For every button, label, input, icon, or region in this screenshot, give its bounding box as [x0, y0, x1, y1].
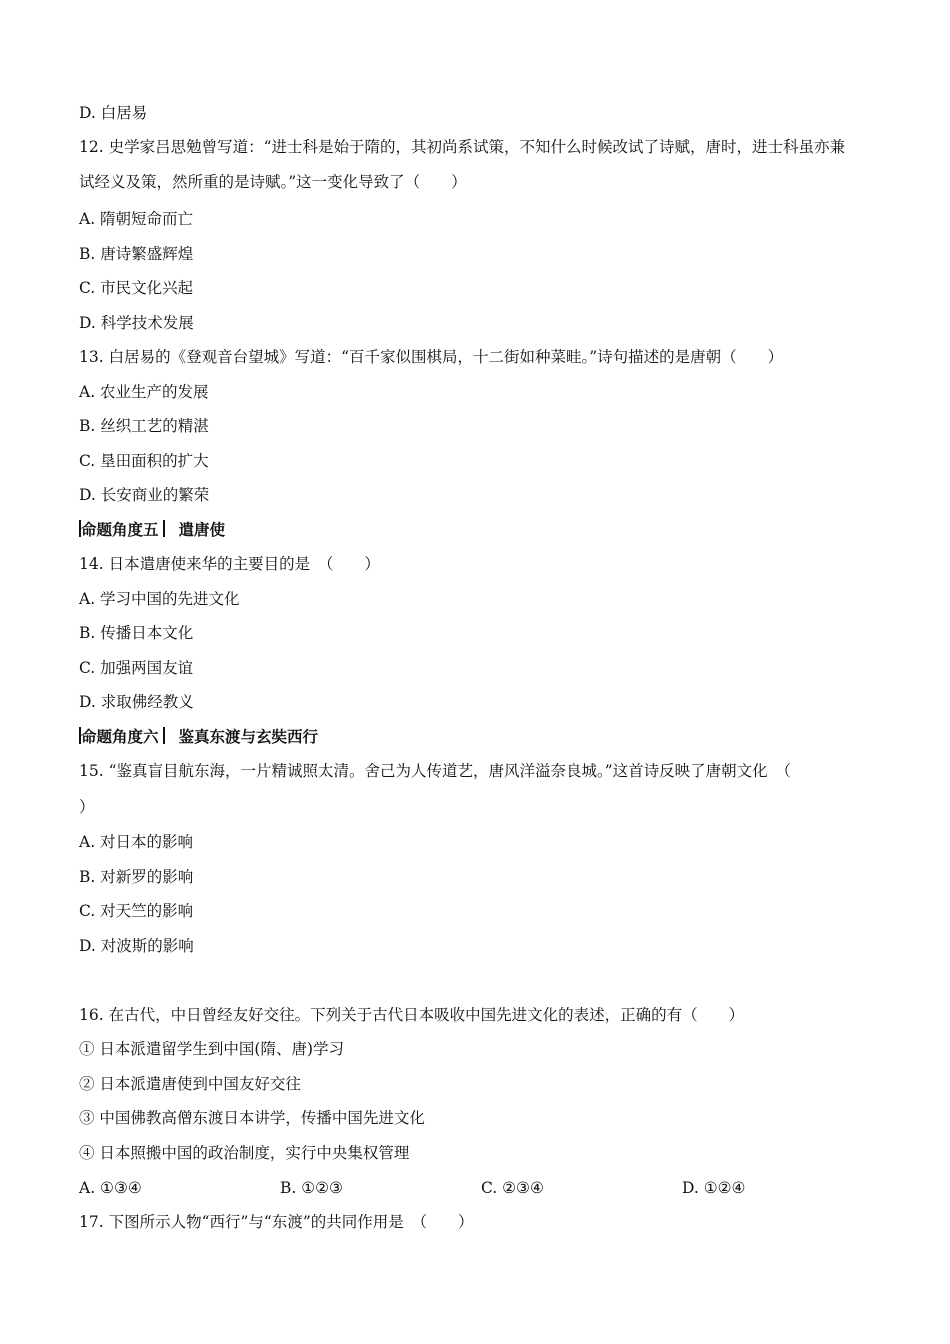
q17-stem: 17. 下图所示人物“西行”与“东渡”的共同作用是 （ ） — [79, 1213, 474, 1231]
q15-option-c: C. 对天竺的影响 — [79, 902, 194, 920]
q16-option-b: B. ①②③ — [280, 1179, 343, 1197]
q13-stem: 13. 白居易的《登观音台望城》写道：“百千家似围棋局，十二街如种菜畦。”诗句描述的是唐朝（ ） — [79, 348, 784, 366]
q15-option-d: D. 对波斯的影响 — [79, 937, 194, 955]
q16-option-c: C. ②③④ — [481, 1179, 544, 1197]
q14-option-d: D. 求取佛经教义 — [79, 693, 194, 711]
q15-stem-line2: ） — [79, 798, 95, 816]
section-title: 鉴真东渡与玄奘西行 — [178, 728, 319, 746]
q12-option-a: A. 隋朝短命而亡 — [79, 210, 194, 228]
q12-stem-line2: 试经义及策，然所重的是诗赋。”这一变化导致了（ ） — [79, 173, 467, 191]
q16-item-1: ① 日本派遣留学生到中国(隋、唐)学习 — [79, 1040, 345, 1058]
q14-option-c: C. 加强两国友谊 — [79, 659, 194, 677]
q13-option-d: D. 长安商业的繁荣 — [79, 486, 210, 504]
q16-option-d: D. ①②④ — [682, 1179, 746, 1197]
q13-option-c: C. 垦田面积的扩大 — [79, 452, 209, 470]
q12-option-b: B. 唐诗繁盛辉煌 — [79, 245, 194, 263]
q15-stem-line1: 15. “鉴真盲目航东海，一片精诚照太清。舍己为人传道艺，唐风洋溢奈良城。”这首诗反映了唐朝文化 （ — [79, 762, 791, 780]
q15-option-a: A. 对日本的影响 — [79, 833, 194, 851]
q16-item-2: ② 日本派遣唐使到中国友好交往 — [79, 1075, 301, 1093]
q16-item-3: ③ 中国佛教高僧东渡日本讲学，传播中国先进文化 — [79, 1109, 425, 1127]
section-heading-5 — [79, 519, 879, 541]
q14-stem: 14. 日本遣唐使来华的主要目的是 （ ） — [79, 555, 380, 573]
q14-option-a: A. 学习中国的先进文化 — [79, 590, 240, 608]
q16-options — [79, 1177, 879, 1199]
section-label: 命题角度六 — [81, 728, 159, 746]
section-title: 遣唐使 — [178, 521, 226, 539]
q12-option-c: C. 市民文化兴起 — [79, 279, 194, 297]
q11-option-d: D. 白居易 — [79, 104, 148, 122]
section-label: 命题角度五 — [81, 521, 159, 539]
q16-item-4: ④ 日本照搬中国的政治制度，实行中央集权管理 — [79, 1144, 410, 1162]
q12-stem-line1: 12. 史学家吕思勉曾写道：“进士科是始于隋的，其初尚系试策，不知什么时候改试了诗赋，唐时，进士科虽亦兼 — [79, 138, 846, 156]
q16-stem: 16. 在古代，中日曾经友好交往。下列关于古代日本吸收中国先进文化的表述，正确的有（ ） — [79, 1006, 745, 1024]
q13-option-b: B. 丝织工艺的精湛 — [79, 417, 209, 435]
q16-option-a: A. ①③④ — [79, 1179, 142, 1197]
q13-option-a: A. 农业生产的发展 — [79, 383, 209, 401]
section-heading-6 — [79, 726, 879, 748]
q15-option-b: B. 对新罗的影响 — [79, 868, 194, 886]
heading-bar — [163, 520, 165, 537]
q14-option-b: B. 传播日本文化 — [79, 624, 194, 642]
q12-option-d: D. 科学技术发展 — [79, 314, 194, 332]
heading-bar — [163, 727, 165, 744]
